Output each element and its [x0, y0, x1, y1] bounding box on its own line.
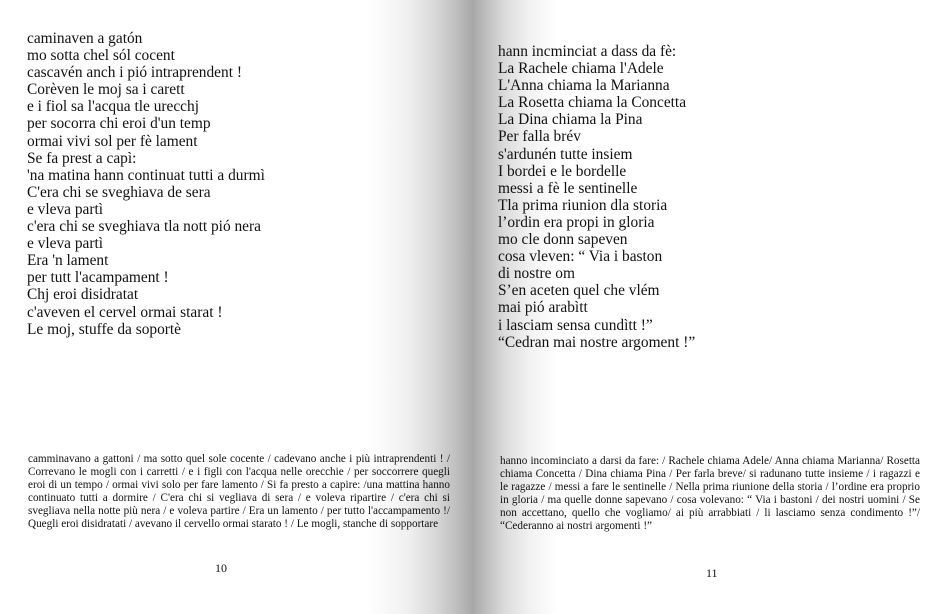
poem-line: c'era chi se sveghiava tla nott pió nera [27, 218, 261, 236]
poem-line: mo cle donn sapeven [498, 231, 628, 249]
poem-line: e vleva partì [27, 200, 104, 218]
poem-line: La Dina chiama la Pina [498, 111, 643, 129]
page-number-right: 11 [706, 566, 718, 580]
poem-line: Tla prima riunion dla storia [498, 196, 668, 214]
page-number-left: 10 [215, 561, 227, 575]
poem-line: hann incminciat a dass da fè: [498, 43, 677, 60]
poem-line: cosa vleven: “ Via i baston [498, 248, 663, 266]
poem-line: l’ordin era propi in gloria [498, 213, 655, 231]
poem-line: Chj eroi disidratat [27, 286, 139, 304]
poem-line: C'era chi se sveghiava de sera [27, 183, 211, 201]
poem-line: La Rosetta chiama la Concetta [498, 94, 687, 112]
right-poem [498, 43, 695, 351]
poem-line: S’en aceten quel che vlém [498, 282, 660, 300]
poem-line: messi a fè le sentinelle [498, 179, 638, 197]
poem-line: 'na matina hann continuat tutti a durmì [27, 166, 265, 184]
left-translation: camminavano a gattoni / ma sotto quel sole cocente / cadevano anche i più intraprendenti ! / Correvano le mogli con i carretti / e i figli con l'acqua nelle orecchie / per soccorrere quegli eroi di un tempo / ormai vivi solo per fare lamento / Si fa presto a capire: /una mattina hanno continuato tutti a dormire / C'era chi si vegliava di sera / e voleva ripartire / c'era chi si svegliava nella notte più nera / e voleva partire / Era un lamento / per tutto l'accampamento !/ Quegli eroi disidratati / avevano il cervello ormai starato ! / Le mogli, stanche di sopportare [28, 453, 450, 531]
poem-line: Corèven le moj sa i carett [27, 81, 185, 99]
poem-line: mo sotta chel sól cocent [27, 47, 175, 65]
poem-line: L'Anna chiama la Marianna [498, 77, 670, 95]
poem-line: c'aveven el cervel ormai starat ! [27, 303, 223, 321]
poem-line: e vleva partì [27, 235, 104, 253]
poem-line: “Cedran mai nostre argoment !” [498, 333, 696, 351]
poem-line: i lasciam sensa cundìtt !” [498, 316, 653, 334]
poem-line: Le moj, stuffe da soportè [27, 320, 182, 338]
poem-line: per socorra chi eroi d'un temp [27, 115, 211, 133]
right-translation: hanno incominciato a darsi da fare: / Rachele chiama Adele/ Anna chiama Marianna/ Rosetta chiama Concetta / Dina chiama Pina / Per farla breve/ si radunano tutte insieme / i ragazzi e le ragazze / messi a fare le sentinelle / Nella prima riunione della storia / l’ordine era proprio in gloria / ma quelle donne sapevano / cosa volevano: “ Via i bastoni / dei nostri uomini / Se non accettano, quello che vogliamo/ ai più arrabbiati / li lasciamo senza condimento !”/ “Cederanno ai nostri argomenti !” [500, 455, 920, 533]
poem-line: Era 'n lament [27, 252, 109, 270]
poem-line: di nostre om [498, 265, 575, 283]
poem-line: mai pió arabìtt [498, 299, 588, 317]
poem-line: Se fa prest a capì: [27, 149, 137, 167]
poem-line: caminaven a gatón [27, 30, 143, 47]
left-poem [27, 30, 265, 338]
poem-line: Per falla brév [498, 128, 581, 146]
poem-line: La Rachele chiama l'Adele [498, 60, 664, 78]
poem-line: e i fiol sa l'acqua tle urecchj [27, 98, 199, 116]
poem-line: s'ardunén tutte insiem [498, 145, 633, 163]
poem-line: per tutt l'acampament ! [27, 269, 169, 287]
poem-line: ormai vivi sol per fè lament [27, 132, 198, 150]
poem-line: cascavén anch i pió intraprendent ! [27, 64, 242, 82]
poem-line: I bordei e le bordelle [498, 162, 627, 180]
